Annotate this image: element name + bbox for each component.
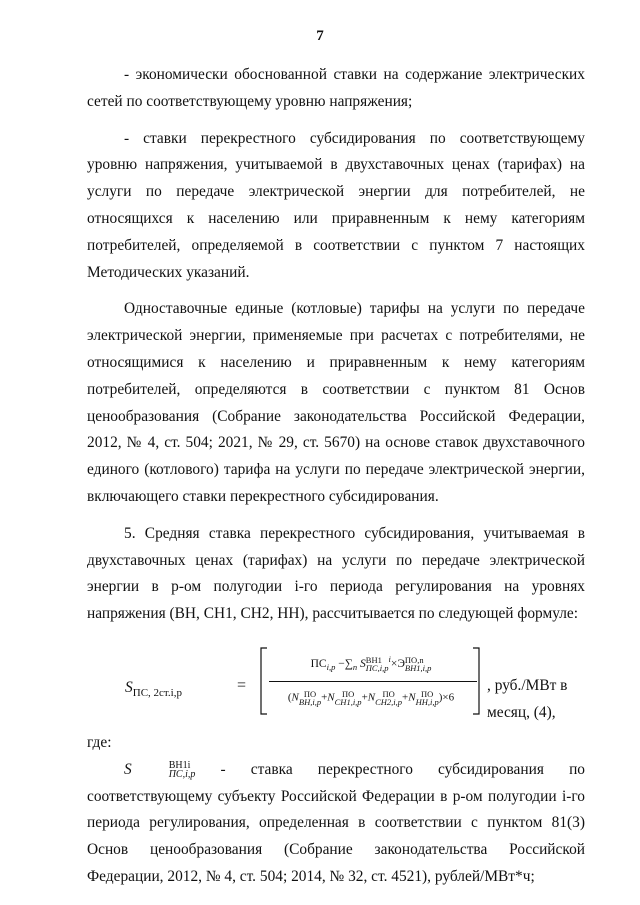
formula-lhs: $S_{ПС, 2ст.i,p}$	[125, 678, 182, 700]
definition-paragraph	[87, 757, 585, 891]
page-number: 7	[316, 28, 324, 44]
definition-subscript: ПС,i,p	[168, 769, 196, 781]
formula-units: , руб./МВт в месяц, (4),	[487, 676, 568, 721]
definition-symbol: S	[124, 760, 132, 778]
formula-numerator: $ПС_{i,p} -\sum_n$ S ВН1 ПС,i,p $^i$×Э ПО,n ВН1,i,p	[310, 653, 432, 674]
formula-lhs-subscript: ПС, 2ст.i,p	[132, 687, 182, 700]
document-body	[87, 62, 585, 891]
definition-superscript: ВН1i	[168, 760, 191, 772]
paragraph-1: - экономически обоснованной ставки на содержание электрических сетей по соответствующему уровню напряжения;	[87, 66, 585, 110]
formula-fraction-bar	[269, 681, 477, 682]
paragraph-2: - ставки перекрестного субсидирования по соответствующему уровню напряжения, учитываемой в двухставочных ценах (тарифах) на услуги по передаче электрической энергии для потребителей, не относящихся к населению или приравненным к нему категориям потребителей, определяемой в соответствии с пунктом 7 настоящих Методических указаний.	[87, 129, 585, 281]
definition-text: - ставка перекрестного субсидирования по соответствующему субъекту Российской Федерации в р-ом полугодии i-го периода регулирования, определенная в соответствии с пунктом 81(3) Основ ценообразования (Собрание законодательства Российской Федерации, 2012, № 4, ст. 504; 2014, № 32, ст. 4521), рублей/МВт*ч;	[87, 760, 585, 885]
where-label: где:	[87, 733, 112, 751]
paragraph-3: Одноставочные единые (котловые) тарифы на услуги по передаче электрической энергии, применяемые при расчетах с потребителями, не относящимися к населению и приравненным к нему категориям потребителей, определяются в соответствии с пунктом 81 Основ ценообразования (Собрание законодательства Российской Федерации, 2012, № 4, ст. 504; 2021, № 29, ст. 5670) на основе ставок двухставочного единого (котлового) тарифа на услуги по передаче электрической энергии, включающего ставки перекрестного субсидирования.	[87, 300, 585, 505]
paragraph-4: 5. Средняя ставка перекрестного субсидирования, учитываемая в двухставочных ценах (тарифах) на услуги по передаче электрической энергии в р-ом полугодии i-го периода регулирования на уровнях напряжения (ВН, СН1, СН2, НН), рассчитывается по следующей формуле:	[87, 524, 585, 623]
formula-4	[87, 642, 585, 730]
formula-equals: =	[237, 676, 247, 694]
formula-denominator: (N ПО ВН,i,p +N ПО СН1,i,p +N ПО СН2,i,p +N ПО НН,i,p )×6	[287, 688, 455, 707]
